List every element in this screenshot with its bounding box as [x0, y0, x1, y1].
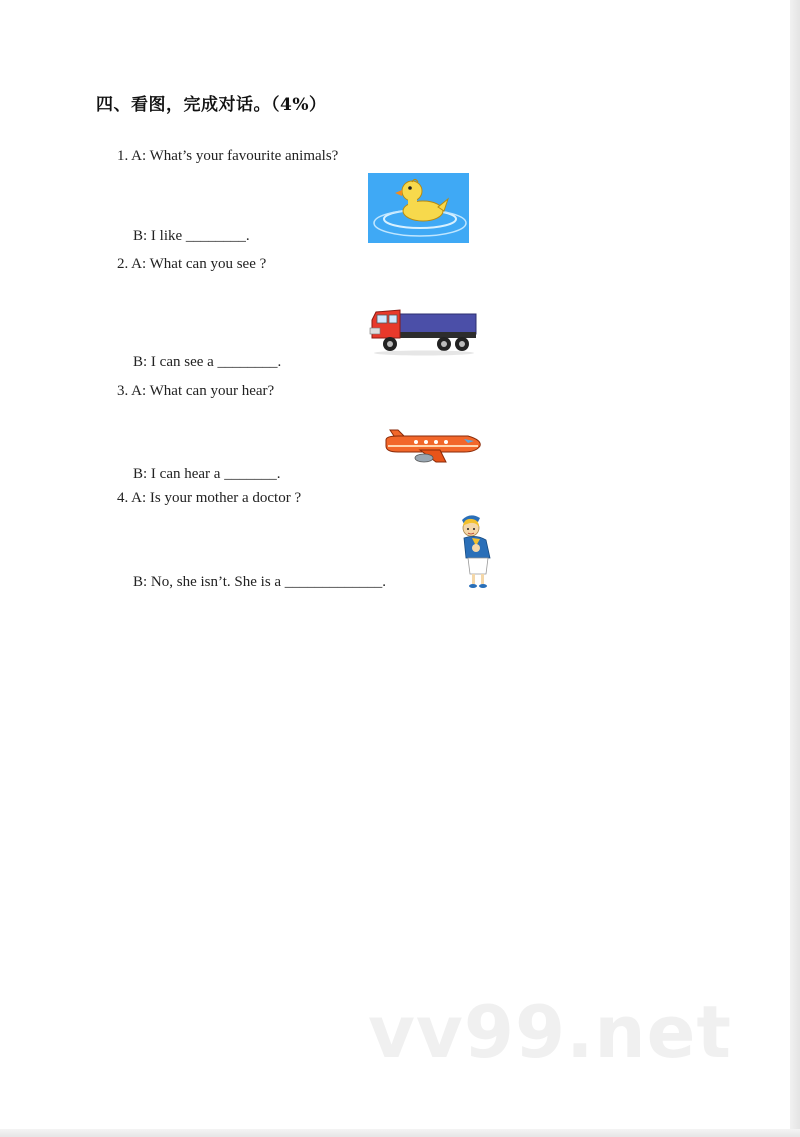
question-2-a: 2. A: What can you see ?	[117, 256, 267, 272]
stewardess-icon	[454, 512, 498, 590]
page-bottom-edge	[0, 1129, 800, 1137]
watermark: vv99.net	[368, 990, 732, 1074]
question-1-a: 1. A: What’s your favourite animals?	[117, 148, 339, 164]
question-3-a: 3. A: What can your hear?	[117, 383, 275, 399]
duck-icon	[368, 173, 469, 243]
question-4-b: B: No, she isn’t. She is a _____________.	[133, 574, 387, 590]
question-4-a: 4. A: Is your mother a doctor ?	[117, 490, 302, 506]
truck-icon	[366, 306, 478, 356]
question-1-b: B: I like ________.	[133, 228, 250, 244]
page-edge	[790, 0, 800, 1137]
section-title: 四、看图，完成对话。（4%）	[96, 95, 327, 115]
question-3-b: B: I can hear a _______.	[133, 466, 281, 482]
question-2-b: B: I can see a ________.	[133, 354, 282, 370]
airplane-icon	[376, 422, 484, 468]
